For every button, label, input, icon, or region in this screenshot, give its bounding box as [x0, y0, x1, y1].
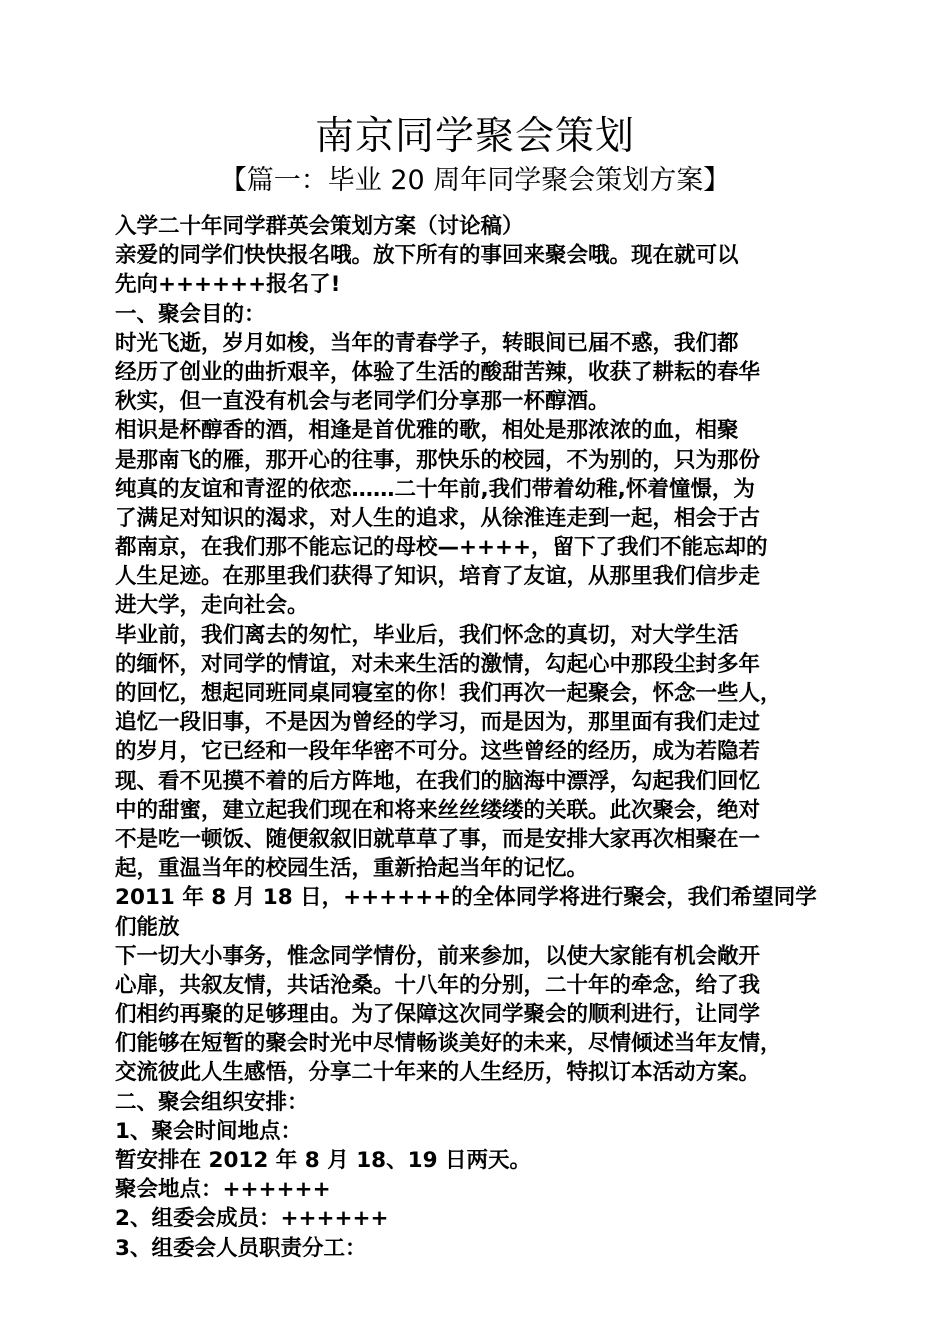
body-line: 起，重温当年的校园生活，重新拾起当年的记忆。 — [115, 856, 589, 882]
body-line: 二、聚会组织安排： — [115, 1089, 309, 1115]
body-line: 中的甜蜜，建立起我们现在和将来丝丝缕缕的关联。此次聚会，绝对 — [115, 797, 761, 823]
body-line: 的缅怀，对同学的情谊，对未来生活的激情，勾起心中那段尘封多年 — [115, 651, 761, 677]
body-line: 相识是杯醇香的酒，相逢是首优雅的歌，相处是那浓浓的血，相聚 — [115, 418, 739, 444]
body-line: 暂安排在 2012 年 8 月 18、19 日两天。 — [115, 1148, 532, 1173]
document-body — [115, 212, 850, 1263]
body-line: 经历了创业的曲折艰辛，体验了生活的酸甜苦辣，收获了耕耘的春华 — [115, 359, 761, 385]
body-line: 的岁月，它已经和一段年华密不可分。这些曾经的经历，成为若隐若 — [115, 739, 761, 765]
body-line: 交流彼此人生感悟，分享二十年来的人生经历，特拟订本活动方案。 — [115, 1060, 761, 1086]
document-title: 南京同学聚会策划 — [314, 114, 635, 159]
body-line: 3、组委会人员职责分工： — [115, 1235, 367, 1261]
body-line: 亲爱的同学们快快报名哦。放下所有的事回来聚会哦。现在就可以 — [115, 243, 739, 269]
body-line: 不是吃一顿饭、随便叙叙旧就草草了事，而是安排大家再次相聚在一 — [115, 826, 761, 852]
body-line: 聚会地点：++++++ — [115, 1177, 331, 1203]
body-line: 进大学，走向社会。 — [115, 593, 309, 619]
body-line: 心扉，共叙友情，共话沧桑。十八年的分别，二十年的牵念，给了我 — [115, 972, 761, 998]
document-subtitle: 【篇一：毕业 20 周年同学聚会策划方案】 — [219, 165, 731, 196]
body-line: 下一切大小事务，惟念同学情份，前来参加，以使大家能有机会敞开 — [115, 943, 761, 969]
body-line: 们相约再聚的足够理由。为了保障这次同学聚会的顺利进行，让同学 — [115, 1002, 761, 1028]
body-line: 一、聚会目的： — [115, 301, 266, 327]
body-line: 是那南飞的雁，那开心的往事，那快乐的校园，不为别的，只为那份 — [115, 447, 761, 473]
body-line: 纯真的友谊和青涩的依恋……二十年前,我们带着幼稚,怀着憧憬，为 — [115, 476, 755, 502]
body-line: 都南京，在我们那不能忘记的母校—++++，留下了我们不能忘却的 — [115, 535, 768, 561]
body-line: 时光飞逝，岁月如梭，当年的青春学子，转眼间已届不惑，我们都 — [115, 330, 739, 356]
body-line: 了满足对知识的渴求，对人生的追求，从徐淮连走到一起，相会于古 — [115, 505, 761, 531]
body-line: 追忆一段旧事，不是因为曾经的学习，而是因为，那里面有我们走过 — [115, 710, 761, 736]
body-line: 人生足迹。在那里我们获得了知识，培育了友谊，从那里我们信步走 — [115, 564, 761, 590]
body-line: 们能够在短暂的聚会时光中尽情畅谈美好的未来，尽情倾述当年友情， — [115, 1031, 782, 1057]
body-line: 现、看不见摸不着的后方阵地，在我们的脑海中漂浮，勾起我们回忆 — [115, 768, 761, 794]
body-line: 2、组委会成员：++++++ — [115, 1206, 389, 1232]
body-line: 的回忆，想起同班同桌同寝室的你！我们再次一起聚会，怀念一些人， — [115, 681, 782, 706]
body-line: 入学二十年同学群英会策划方案（讨论稿） — [115, 214, 524, 239]
body-line: 2011 年 8 月 18 日，++++++的全体同学将进行聚会，我们希望同学 — [115, 885, 817, 911]
body-line: 毕业前，我们离去的匆忙，毕业后，我们怀念的真切，对大学生活 — [115, 622, 739, 648]
body-line: 1、聚会时间地点： — [115, 1118, 302, 1144]
body-line: 们能放 — [115, 914, 180, 940]
body-line: 秋实，但一直没有机会与老同学们分享那一杯醇酒。 — [115, 389, 610, 415]
body-line: 先向++++++报名了! — [115, 272, 341, 298]
